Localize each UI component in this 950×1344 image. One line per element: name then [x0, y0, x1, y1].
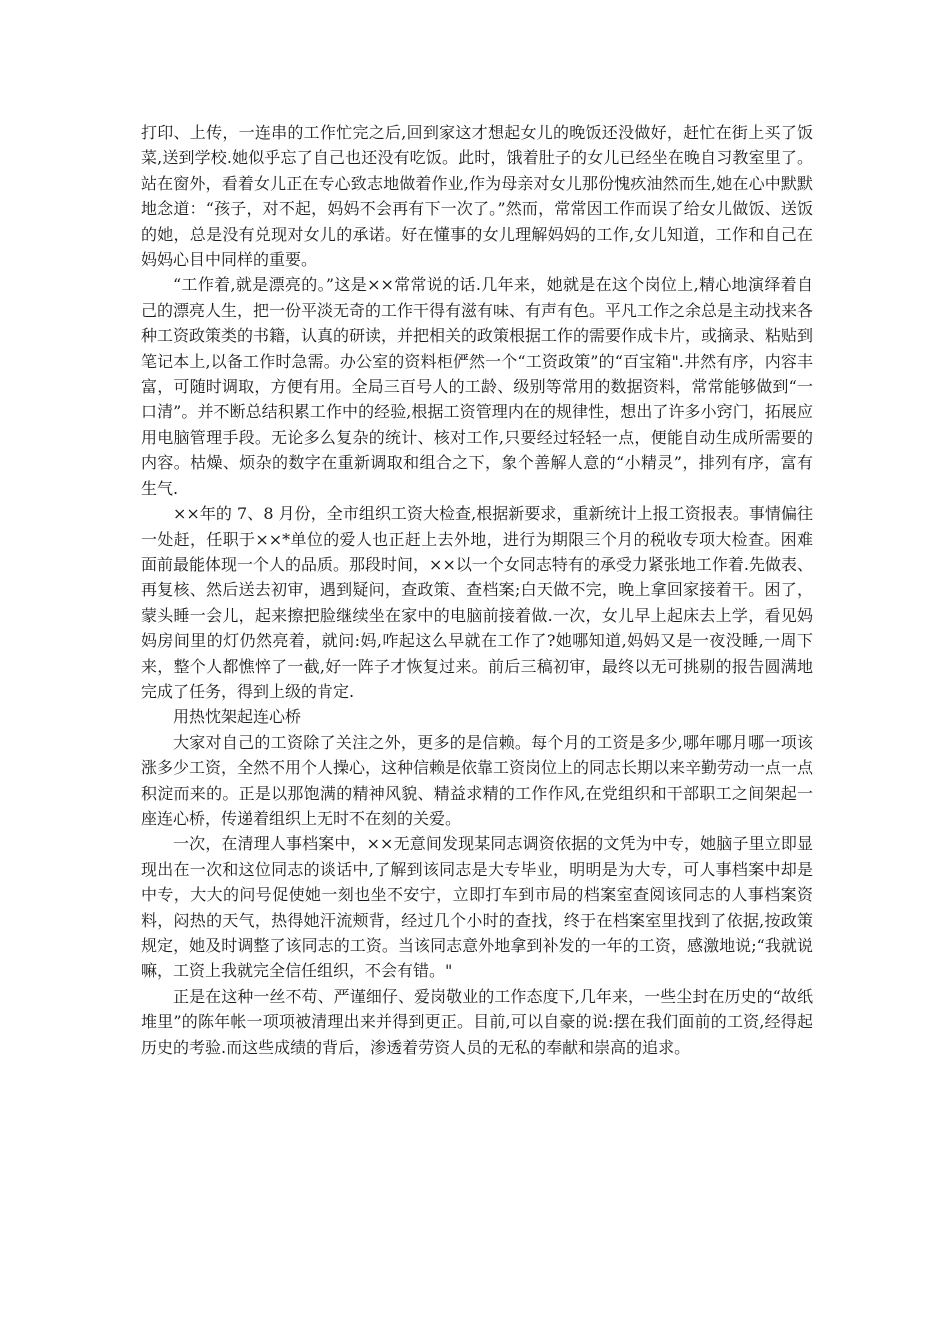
paragraph: 正是在这种一丝不苟、严谨细仔、爱岗敬业的工作态度下,几年来，一些尘封在历史的“故纸堆里”的陈年帐一项项被清理出来并得到更正。目前,可以自豪的说:摆在我们面前的工资,经得起历史的考验.而这些成绩的背后，渗透着劳资人员的无私的奉献和崇高的追求。	[141, 986, 813, 1057]
section-heading: 用热忱架起连心桥	[173, 707, 302, 727]
paragraph: 一次，在清理人事档案中，××无意间发现某同志调资依据的文凭为中专，她脑子里立即显现出在一次和这位同志的谈话中,了解到该同志是大专毕业，明明是为大专，可人事档案中却是中专，大大的问号促使她一刻也坐不安宁，立即打车到市局的档案室查阅该同志的人事档案资料，闷热的天气，热得她汗流颊背，经过几个小时的查找，终于在档案室里找到了依据,按政策规定，她及时调整了该同志的工资。当该同志意外地拿到补发的一年的工资，感激地说;“我就说嘛，工资上我就完全信任组织，不会有错。"	[141, 834, 813, 981]
paragraph: ××年的 7、8 月份，全市组织工资大检查,根据新要求，重新统计上报工资报表。事情偏往一处赶，任职于××*单位的爱人也正赶上去外地，进行为期限三个月的税收专项大检查。困难面前最能体现一个人的品质。那段时间，××以一个女同志特有的承受力紧张地工作着.先做表、再复核、然后送去初审，遇到疑问，查政策、查档案;白天做不完，晚上拿回家接着干。困了，蒙头睡一会儿，起来擦把脸继续坐在家中的电脑前接着做.一次，女儿早上起床去上学，看见妈妈房间里的灯仍然亮着，就问:妈,咋起这么早就在工作了?她哪知道,妈妈又是一夜没睡,一周下来，整个人都憔悴了一截,好一阵子才恢复过来。前后三稿初审，最终以无可挑剔的报告圆满地完成了任务，得到上级的肯定.	[141, 504, 813, 701]
paragraph: “工作着,就是漂亮的。”这是××常常说的话.几年来，她就是在这个岗位上,精心地演绎着自己的漂亮人生，把一份平淡无奇的工作干得有滋有味、有声有色。平凡工作之余总是主动找来各种工资政策类的书籍，认真的研读，并把相关的政策根据工作的需要作成卡片，或摘录、粘贴到笔记本上,以备工作时急需。办公室的资料柜俨然一个“工资政策”的“百宝箱".井然有序，内容丰富，可随时调取，方便有用。全局三百号人的工龄、级别等常用的数据资料，常常能够做到“一口清”。并不断总结积累工作中的经验,根据工资管理内在的规律性，想出了许多小窍门，拓展应用电脑管理手段。无论多么复杂的统计、核对工作,只要经过轻轻一点，便能自动生成所需要的内容。枯燥、烦杂的数字在重新调取和组合之下，象个善解人意的“小精灵”，排列有序，富有生气.	[141, 275, 814, 498]
paragraph: 大家对自己的工资除了关注之外，更多的是信赖。每个月的工资是多少,哪年哪月哪一项该涨多少工资，全然不用个人操心，这种信赖是依靠工资岗位上的同志长期以来辛勤劳动一点一点积淀而来的。正是以那饱满的精神风貌、精益求精的工作作风,在党组织和干部职工之间架起一座连心桥，传递着组织上无时不在刻的关爱。	[141, 732, 814, 828]
paragraph: 打印、上传，一连串的工作忙完之后,回到家这才想起女儿的晚饭还没做好，赶忙在街上买了饭菜,送到学校.她似乎忘了自己也还没有吃饭。此时，饿着肚子的女儿已经坐在晚自习教室里了。站在窗外，看着女儿正在专心致志地做着作业,作为母亲对女儿那份愧疚油然而生,她在心中默默地念道：“孩子，对不起，妈妈不会再有下一次了。”然而，常常因工作而误了给女儿做饭、送饭的她，总是没有兑现对女儿的承诺。好在懂事的女儿理解妈妈的工作,女儿知道，工作和自己在妈妈心目中同样的重要。	[141, 123, 813, 270]
document-body	[141, 120, 813, 1060]
